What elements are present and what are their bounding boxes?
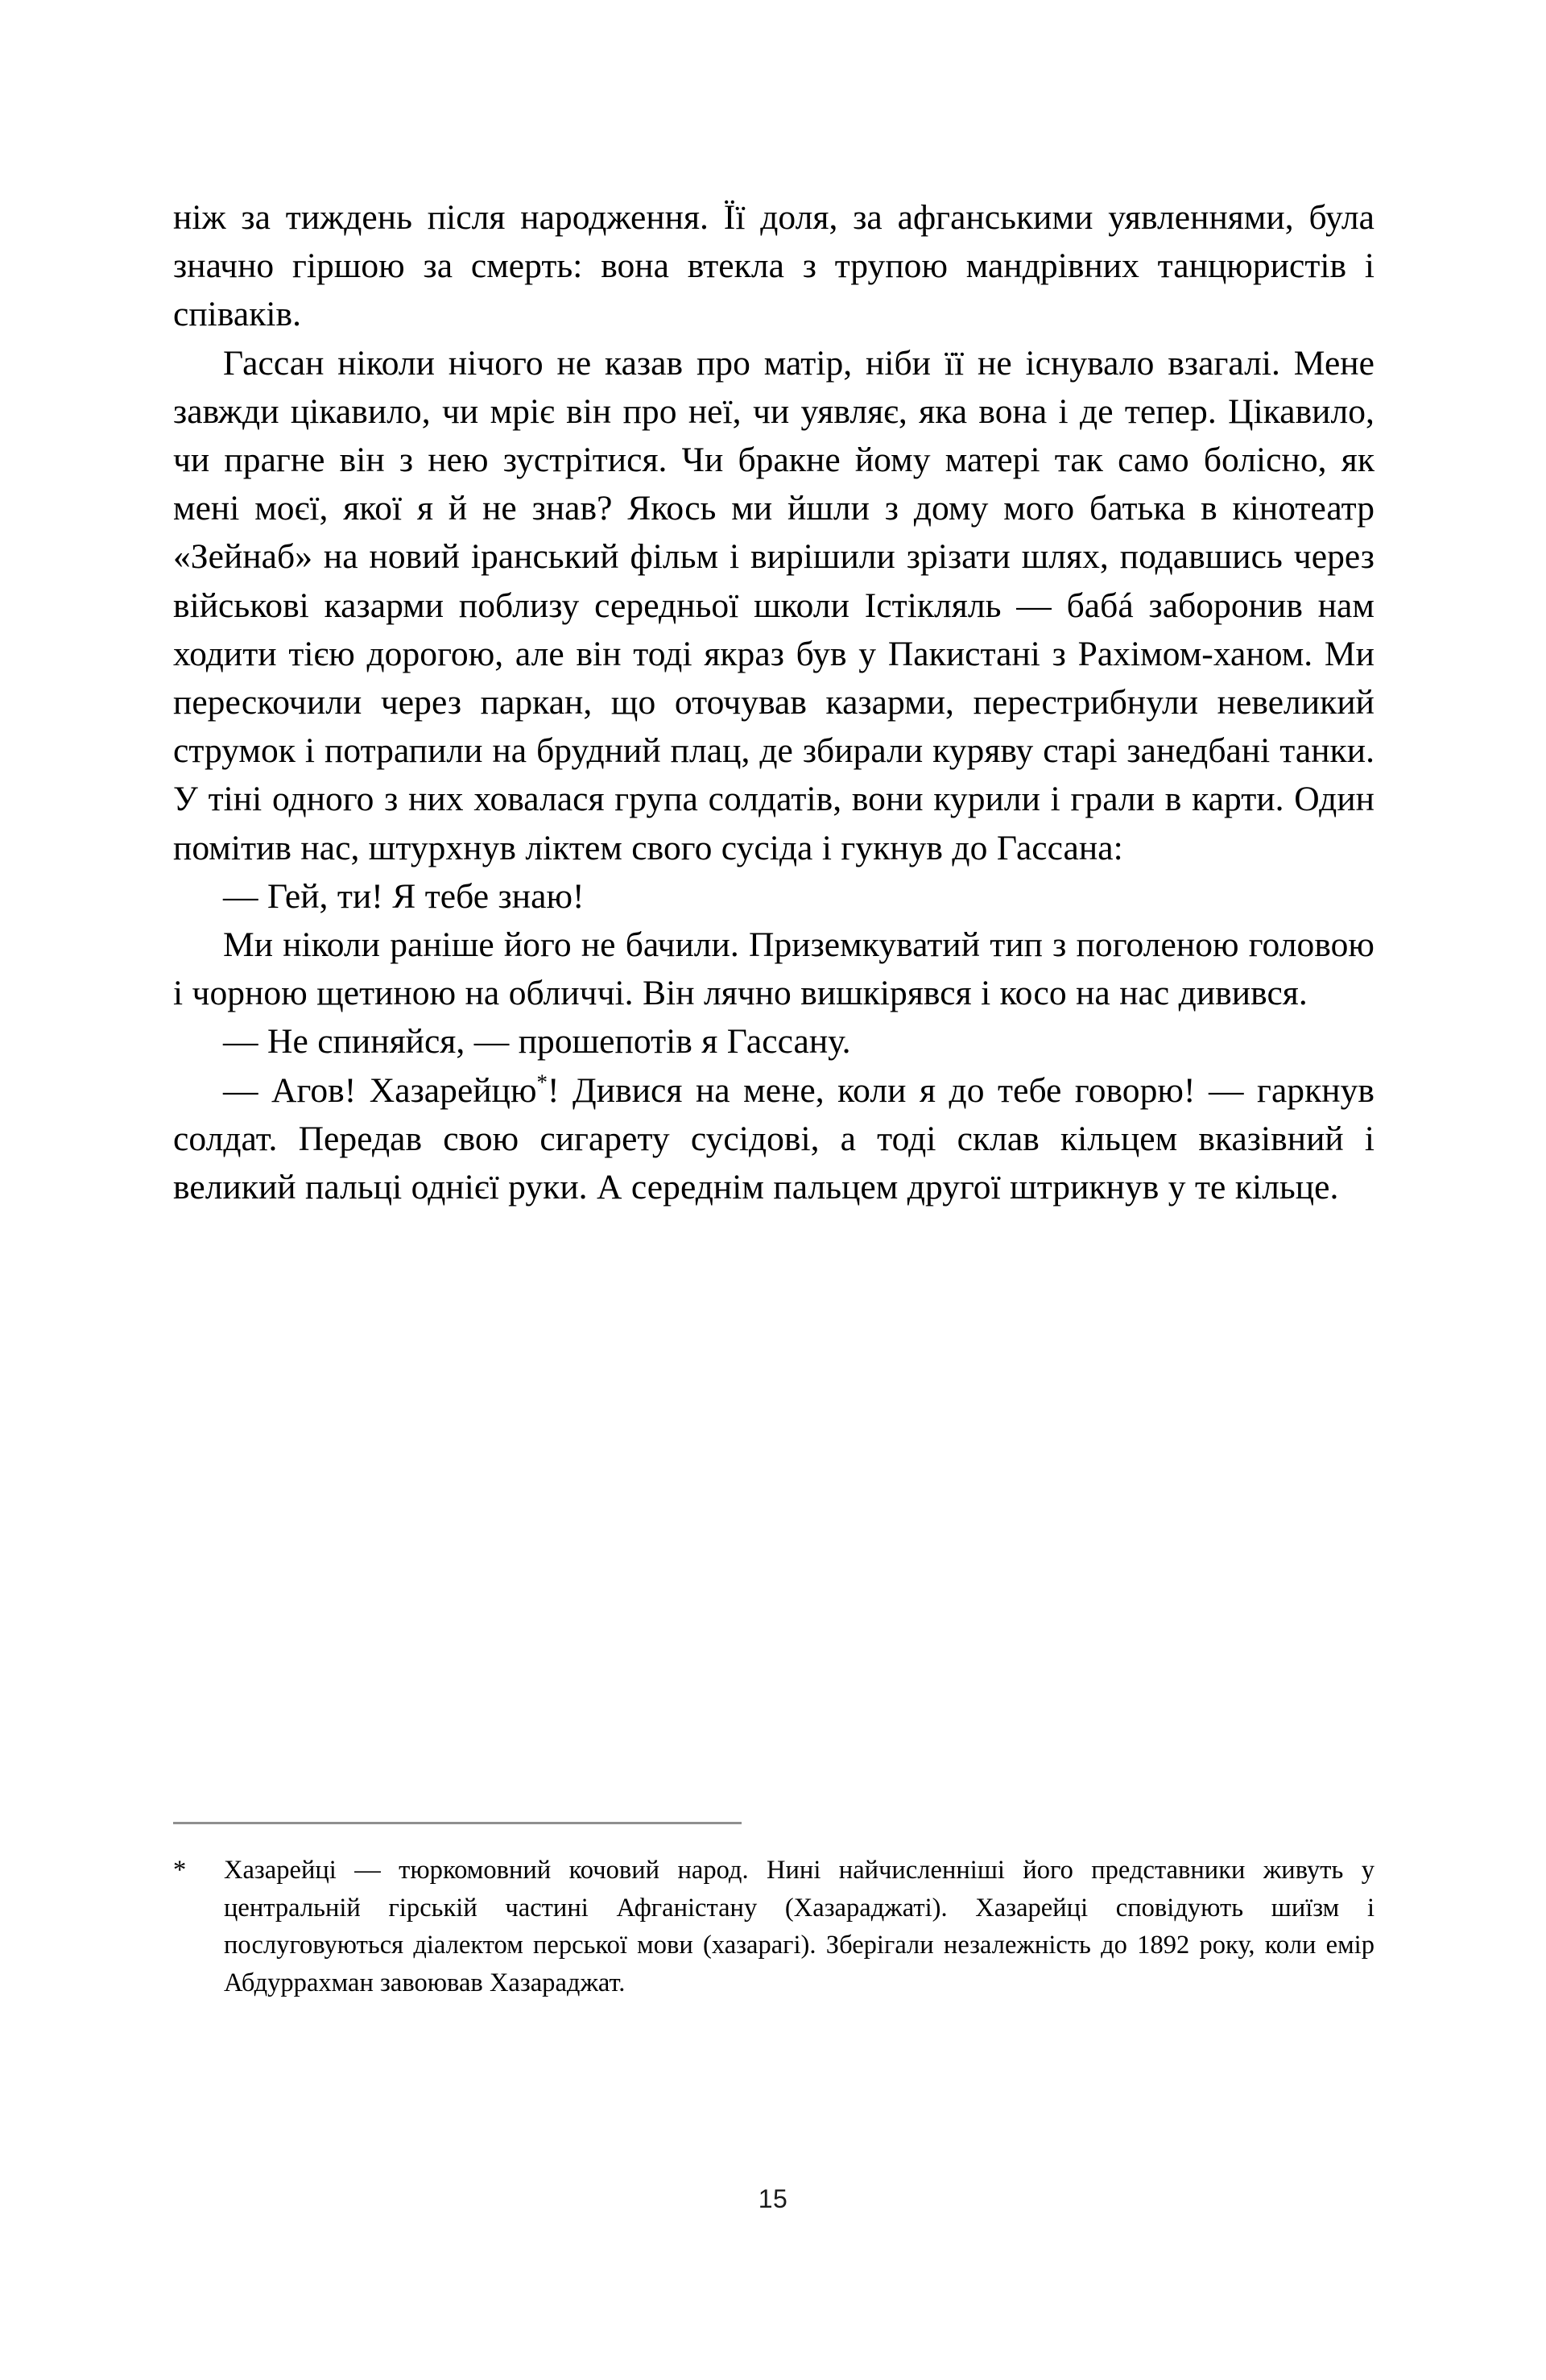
footnote-marker: * xyxy=(173,1856,187,1885)
paragraph-dialogue-agov-text-before: — Агов! Хазарейцю xyxy=(223,1070,537,1110)
footnote-entry xyxy=(173,1852,1374,2001)
paragraph-dialogue-dont-stop: — Не спиняйся, — прошепотів я Гассану. xyxy=(223,1022,851,1062)
footnote-text: Хазарейці — тюркомовний кочовий народ. Нині найчисленніші його представники живуть у центральній гірській частині Афганістану (Хазараджаті). Хазарейці сповідують шиїзм і послуговуються діалектом перської мови (хазарагі). Зберігали незалежність до 1892 року, коли емір Абдуррахман завоював Хазараджат. xyxy=(224,1856,1374,1997)
paragraph-dialogue-agov xyxy=(173,1066,1374,1212)
paragraph-continued: ніж за тиждень після народження. Її доля, за афганськими уявленнями, була значно гіршою за смерть: вона втекла з трупою мандрівних танцюристів і співаків. xyxy=(173,198,1374,334)
footnote-reference-marker[interactable]: * xyxy=(536,1070,548,1095)
footnote-separator-rule xyxy=(173,1822,742,1824)
paragraph-description: Ми ніколи раніше його не бачили. Приземкуватий тип з поголеною головою і чорною щетиною на обличчі. Він лячно вишкірявся і косо на нас дивився. xyxy=(173,925,1374,1013)
body-text-column xyxy=(173,193,1374,1211)
paragraph-dialogue-agov-text-after: ! Дивися на мене, коли я до тебе говорю! — гаркнув солдат. Передав свою сигарету сусідові, а тоді склав кільцем вказівний і великий пальці однієї руки. А середнім пальцем другої штрикнув у те кільце. xyxy=(173,1070,1374,1207)
paragraph-dialogue-hey: — Гей, ти! Я тебе знаю! xyxy=(223,876,585,916)
page-number: 15 xyxy=(758,2184,788,2213)
footnote-block xyxy=(173,1822,1374,2001)
paragraph-hassan-mother: Гассан ніколи нічого не казав про матір, ніби її не існувало взагалі. Мене завжди цікавило, чи мріє він про неї, чи уявляє, яка вона і де тепер. Цікавило, чи прагне він з нею зустрітися. Чи бракне йому матері так само болісно, як мені моєї, якої я й не знав? Якось ми йшли з дому мого батька в кінотеатр «Зейнаб» на новий іранський фільм і вирішили зрізати шлях, подавшись через військові казарми поблизу середньої школи Істікляль — бабá заборонив нам ходити тією дорогою, але він тоді якраз був у Пакистані з Рахімом-ханом. Ми перескочили через паркан, що оточував казарми, перестрибнули невеликий струмок і потрапили на брудний плац, де збирали куряву старі занедбані танки. У тіні одного з них ховалася група солдатів, вони курили і грали в карти. Один помітив нас, штурхнув ліктем свого сусіда і гукнув до Гассана: xyxy=(173,343,1374,867)
